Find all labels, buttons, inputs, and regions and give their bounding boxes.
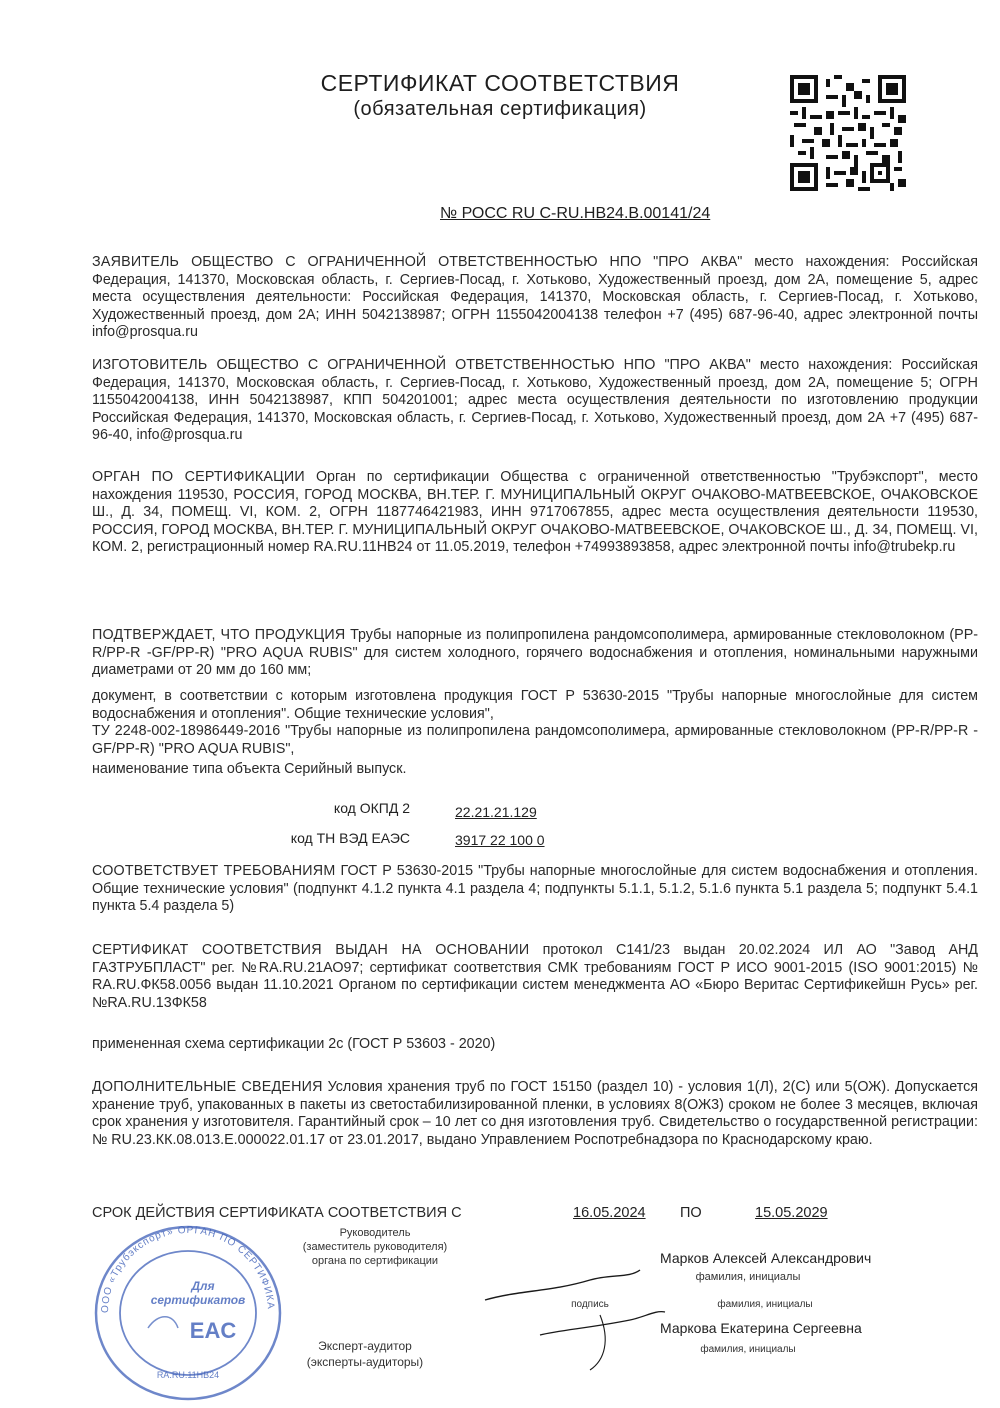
manufacturer-section — [92, 357, 978, 445]
stamp-center-2: сертификатов — [150, 1293, 246, 1307]
head-name: Марков Алексей Александрович — [660, 1250, 872, 1266]
head-role — [290, 1226, 460, 1268]
tnved-value: 3917 22 100 0 — [455, 832, 545, 848]
valid-from: 16.05.2024 — [573, 1205, 646, 1221]
conforms-label: СООТВЕТСТВУЕТ ТРЕБОВАНИЯМ — [92, 863, 336, 879]
applicant-section — [92, 254, 978, 342]
applicant-label: ЗАЯВИТЕЛЬ — [92, 254, 180, 270]
certificate-title: СЕРТИФИКАТ СООТВЕТСТВИЯ — [320, 70, 680, 96]
applicant-text: ОБЩЕСТВО С ОГРАНИЧЕННОЙ ОТВЕТСТВЕННОСТЬЮ НПО "ПРО АКВА" место нахождения: Российская Федерация, 141370, Московская область, г. Сергиев-Посад, г. Хотьково, Художественный проезд, дом 2А, помещение 5, адрес места осуществления деятельности: Российская Федерация, 141370, Московская область, г. Сергиев-Посад, г. Хотьково, Художественный проезд, дом 2А; ИНН 5042138987; ОГРН 1155042004138 телефон +7 (495) 687-96-40, адрес электронной почты info@prosqua.ru — [92, 254, 978, 341]
qr-code-icon[interactable] — [790, 75, 906, 191]
head-role-line-2: (заместитель руководителя) — [302, 1241, 448, 1253]
stamp-center-1: Для — [191, 1279, 215, 1293]
conforms-text: ГОСТ Р 53630-2015 "Трубы напорные многослойные для систем водоснабжения и отопления. Общие технические условия" (подпункт 4.1.2 пункта 4.1 раздела 4; подпункты 5.1.1, 5.1.2, 5.1.6 пункта 5.1 раздела 5; подпункт 5.4.1 пункта 5.4 раздела 5) — [92, 863, 978, 915]
expert-role-line-1: Эксперт-аудитор — [318, 1339, 412, 1353]
expert-name: Маркова Екатерина Сергеевна — [660, 1320, 862, 1336]
stamp-reg-number: RA.RU.11НВ24 — [156, 1370, 220, 1380]
certification-stamp — [88, 1218, 288, 1403]
signature-image — [480, 1240, 680, 1390]
basis-text: протокол С141/23 выдан 20.02.2024 ИЛ АО "Завод АНД ГАЗТРУБПЛАСТ" рег. №RA.RU.21АО97; сертификат соответствия СМК требованиям ГОСТ Р ИСО 9001-2015 (ISO 9001:2015) № RA.RU.ФК58.0056 выдан 11.10.2021 Органом по сертификации систем менеджмента АО «Бюро Веритас Сертификейшн Русь» рег. №RA.RU.13ФК58 — [92, 942, 978, 1011]
head-role-line-3: органа по сертификации — [311, 1255, 439, 1267]
object-type-line: наименование типа объекта Серийный выпуск. — [92, 761, 407, 777]
okpd-label: код ОКПД 2 — [333, 800, 410, 816]
validity-label: СРОК ДЕЙСТВИЯ СЕРТИФИКАТА СООТВЕТСТВИЯ С — [92, 1205, 462, 1221]
tu-line: ТУ 2248-002-18986449-2016 "Трубы напорные из полипропилена рандомсополимера, армированные стекловолокном (PP-R/PP-R -GF/PP-R) "PRO AQUA RUBIS", — [92, 723, 978, 757]
cert-body-label: ОРГАН ПО СЕРТИФИКАЦИИ — [92, 469, 305, 485]
sign-caption-1: подпись — [545, 1298, 635, 1312]
manufacturer-text: ОБЩЕСТВО С ОГРАНИЧЕННОЙ ОТВЕТСТВЕННОСТЬЮ НПО "ПРО АКВА" место нахождения: Российская Федерация, 141370, Московская область, г. Сергиев-Посад, г. Хотьково, Художественный проезд, дом 2А, помещение 5; ОГРН 1155042004138, ИНН 5042138987, КПП 504201001; адрес места осуществления деятельности по изготовлению продукции Российская Федерация, 141370, Московская область, г. Сергиев-Посад, г. Хотьково, Художественный проезд, дом 2А +7 (495) 687-96-40, info@prosqua.ru — [92, 357, 978, 444]
okpd-value: 22.21.21.129 — [455, 804, 537, 820]
additional-text: Условия хранения труб по ГОСТ 15150 (раздел 10) - условия 1(Л), 2(С) или 5(ОЖ). Допускается хранение труб, упакованных в пакеты из светостабилизированной пленки, в условиях 8(ОЖ3) сроком не более 3 месяцев, включая срок хранения у изготовителя. Гарантийный срок – 10 лет со дня изготовления труб. Свидетельство о государственной регистрации: № RU.23.КК.08.013.Е.000022.01.17 от 23.01.2017, выдано Управлением Роспотребнадзора по Краснодарскому краю. — [92, 1079, 978, 1148]
tnved-label: код ТН ВЭД ЕАЭС — [290, 830, 410, 846]
stamp-eac-mark: EAC — [189, 1318, 237, 1343]
valid-to: 15.05.2029 — [755, 1205, 828, 1221]
valid-to-label: ПО — [680, 1205, 702, 1221]
basis-section — [92, 942, 978, 1012]
additional-label: ДОПОЛНИТЕЛЬНЫЕ СВЕДЕНИЯ — [92, 1079, 323, 1095]
conforms-section — [92, 863, 978, 916]
head-name-caption: фамилия, инициалы — [695, 1271, 801, 1283]
confirms-label: ПОДТВЕРЖДАЕТ, ЧТО ПРОДУКЦИЯ — [92, 627, 346, 643]
cert-body-section — [92, 469, 978, 557]
expert-role — [285, 1338, 445, 1370]
confirms-text: Трубы напорные из полипропилена рандомсополимера, армированные стекловолокном (PP-R/PP-R -GF/PP-R) "PRO AQUA RUBIS" для систем холодного, горячего водоснабжения и отопления, номинальными наружными диаметрами от 20 мм до 160 мм; — [92, 627, 978, 679]
certificate-subtitle: (обязательная сертификация) — [353, 98, 647, 120]
certificate-number: № РОСС RU С-RU.НВ24.В.00141/24 — [440, 205, 711, 222]
confirms-section — [92, 627, 978, 680]
stamp-arc-text: ООО «Трубэкспорт» ОРГАН ПО СЕРТИФИКА — [99, 1224, 277, 1314]
expert-name-caption: фамилия, инициалы — [700, 1344, 796, 1355]
manufacturer-label: ИЗГОТОВИТЕЛЬ — [92, 357, 208, 373]
document-line: документ, в соответствии с которым изготовлена продукция ГОСТ Р 53630-2015 "Трубы напорные многослойные для систем водоснабжения и отопления". Общие технические условия", — [92, 688, 978, 722]
certification-scheme: примененная схема сертификации 2с (ГОСТ Р 53603 - 2020) — [92, 1036, 496, 1052]
product-codes — [0, 800, 1000, 860]
expert-role-line-2: (эксперты-аудиторы) — [306, 1355, 424, 1369]
sign-caption-2: фамилия, инициалы — [700, 1298, 830, 1312]
basis-label: СЕРТИФИКАТ СООТВЕТСТВИЯ ВЫДАН НА ОСНОВАНИИ — [92, 942, 530, 958]
cert-body-text: Орган по сертификации Общества с ограниченной ответственностью "Трубэкспорт", место нахождения 119530, РОССИЯ, ГОРОД МОСКВА, ВН.ТЕР. Г. МУНИЦИПАЛЬНЫЙ ОКРУГ ОЧАКОВО-МАТВЕЕВСКОЕ, ОЧАКОВСКОЕ Ш., Д. 34, ПОМЕЩ. VI, КОМ. 2, ОГРН 1187746421983, ИНН 9717067855, адрес места осуществления деятельности 119530, РОССИЯ, ГОРОД МОСКВА, ВН.ТЕР. Г. МУНИЦИПАЛЬНЫЙ ОКРУГ ОЧАКОВО-МАТВЕЕВСКОЕ, ОЧАКОВСКОЕ Ш., Д. 34, ПОМЕЩ. VI, КОМ. 2, регистрационный номер RA.RU.11НВ24 от 11.05.2019, телефон +74993893858, адрес электронной почты info@trubekp.ru — [92, 469, 978, 556]
head-role-line-1: Руководитель — [339, 1227, 411, 1239]
additional-section — [92, 1079, 978, 1149]
